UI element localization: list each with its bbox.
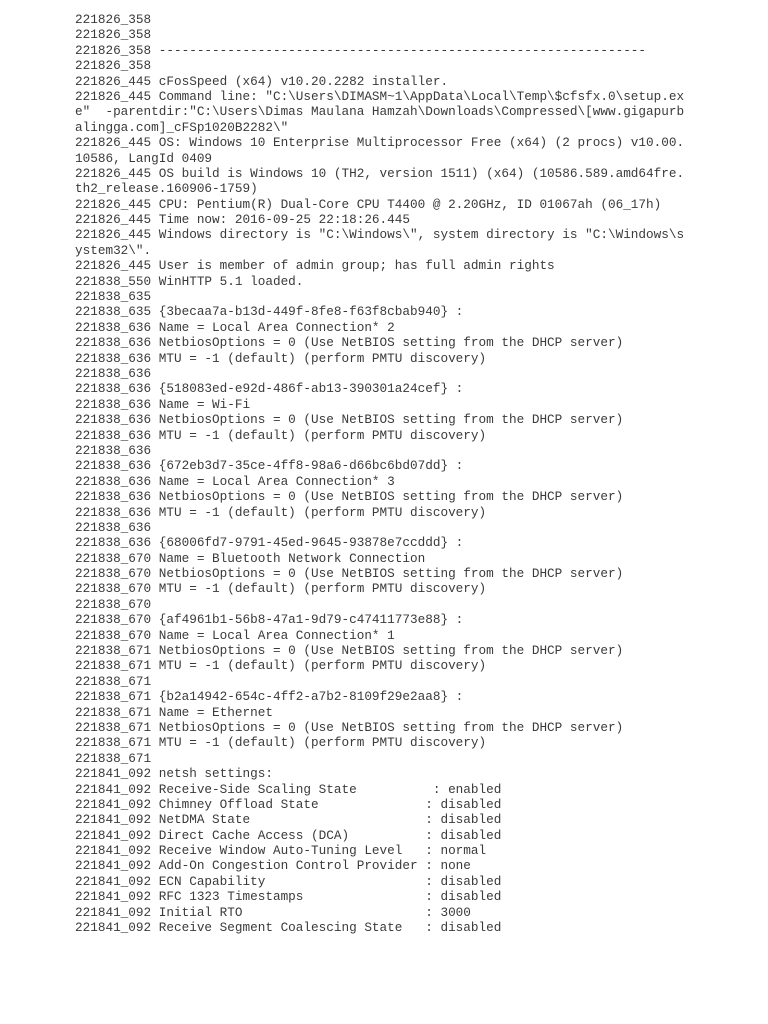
log-line: 221826_445 User is member of admin group; has full admin rights [75, 258, 555, 274]
log-line: 221838_670 Name = Local Area Connection* 1 [75, 627, 395, 643]
log-line: ystem32\". [75, 242, 152, 258]
log-line: 221838_635 {3becaa7a-b13d-449f-8fe8-f63f8cbab940} : [75, 304, 464, 320]
log-line: 221838_636 NetbiosOptions = 0 (Use NetBIOS setting from the DHCP server) [75, 489, 624, 505]
log-line: 221838_670 [75, 596, 152, 612]
log-line: 221826_358 [75, 58, 152, 74]
log-line: 221838_636 [75, 519, 152, 535]
log-line: 221838_550 WinHTTP 5.1 loaded. [75, 273, 304, 289]
log-line: 221841_092 RFC 1323 Timestamps : disabled [75, 889, 502, 905]
log-line: 221841_092 Receive Window Auto-Tuning Level : normal [75, 843, 487, 859]
log-line: alingga.com]_cFSp1020B2282\" [75, 119, 289, 135]
log-line: 221841_092 ECN Capability : disabled [75, 873, 502, 889]
log-line: 221826_445 OS build is Windows 10 (TH2, version 1511) (x64) (10586.589.amd64fre. [75, 165, 685, 181]
log-line: 221826_445 Command line: "C:\Users\DIMASM~1\AppData\Local\Temp\$cfsfx.0\setup.ex [75, 88, 685, 104]
log-line: 221838_671 NetbiosOptions = 0 (Use NetBIOS setting from the DHCP server) [75, 719, 624, 735]
log-line: 221838_636 MTU = -1 (default) (perform PMTU discovery) [75, 504, 487, 520]
log-line: 221826_445 CPU: Pentium(R) Dual-Core CPU T4400 @ 2.20GHz, ID 01067ah (06_17h) [75, 196, 662, 212]
log-line: 221838_635 [75, 289, 152, 305]
log-line: 221838_671 {b2a14942-654c-4ff2-a7b2-8109f29e2aa8} : [75, 689, 464, 705]
log-line: 221826_358 ---------------------------------------------------------------- [75, 42, 647, 58]
log-line: 221838_636 {68006fd7-9791-45ed-9645-93878e7ccddd} : [75, 535, 464, 551]
log-line: 221841_092 Chimney Offload State : disabled [75, 796, 502, 812]
log-line: 221841_092 Initial RTO : 3000 [75, 904, 471, 920]
log-line: 221838_636 Name = Local Area Connection* 3 [75, 473, 395, 489]
log-line: 221838_670 Name = Bluetooth Network Connection [75, 550, 426, 566]
log-line: 10586, LangId 0409 [75, 150, 213, 166]
log-line: 221838_671 NetbiosOptions = 0 (Use NetBIOS setting from the DHCP server) [75, 643, 624, 659]
log-line: 221838_670 MTU = -1 (default) (perform PMTU discovery) [75, 581, 487, 597]
log-line: 221826_445 cFosSpeed (x64) v10.20.2282 installer. [75, 73, 449, 89]
log-line: 221838_671 [75, 673, 152, 689]
log-line: 221826_358 [75, 27, 152, 43]
log-line: 221841_092 NetDMA State : disabled [75, 812, 502, 828]
log-line: 221838_636 {518083ed-e92d-486f-ab13-390301a24cef} : [75, 381, 464, 397]
log-line: 221838_636 NetbiosOptions = 0 (Use NetBIOS setting from the DHCP server) [75, 335, 624, 351]
log-line: 221841_092 Direct Cache Access (DCA) : disabled [75, 827, 502, 843]
log-line: 221838_671 Name = Ethernet [75, 704, 273, 720]
log-line: 221826_445 Windows directory is "C:\Windows\", system directory is "C:\Windows\s [75, 227, 685, 243]
log-line: 221838_671 MTU = -1 (default) (perform PMTU discovery) [75, 735, 487, 751]
log-text-block [75, 12, 755, 935]
log-line: e" -parentdir:"C:\Users\Dimas Maulana Hamzah\Downloads\Compressed\[www.gigapurb [75, 104, 685, 120]
log-line: 221838_671 MTU = -1 (default) (perform PMTU discovery) [75, 658, 487, 674]
log-line: 221826_445 Time now: 2016-09-25 22:18:26.445 [75, 212, 411, 228]
log-line: 221838_670 {af4961b1-56b8-47a1-9d79-c47411773e88} : [75, 612, 464, 628]
log-line: 221838_636 {672eb3d7-35ce-4ff8-98a6-d66bc6bd07dd} : [75, 458, 464, 474]
log-line: 221838_636 NetbiosOptions = 0 (Use NetBIOS setting from the DHCP server) [75, 412, 624, 428]
log-line: 221841_092 netsh settings: [75, 766, 273, 782]
log-line: 221838_636 Name = Local Area Connection* 2 [75, 319, 395, 335]
log-line: 221838_636 MTU = -1 (default) (perform PMTU discovery) [75, 350, 487, 366]
log-line: th2_release.160906-1759) [75, 181, 258, 197]
log-line: 221841_092 Add-On Congestion Control Provider : none [75, 858, 471, 874]
log-line: 221838_636 Name = Wi-Fi [75, 396, 251, 412]
log-line: 221838_636 [75, 442, 152, 458]
log-line: 221838_670 NetbiosOptions = 0 (Use NetBIOS setting from the DHCP server) [75, 566, 624, 582]
log-line: 221826_445 OS: Windows 10 Enterprise Multiprocessor Free (x64) (2 procs) v10.00. [75, 135, 685, 151]
log-line: 221838_636 [75, 365, 152, 381]
log-line: 221838_671 [75, 750, 152, 766]
log-line: 221841_092 Receive Segment Coalescing State : disabled [75, 920, 502, 936]
log-line: 221841_092 Receive-Side Scaling State : enabled [75, 781, 502, 797]
log-line: 221838_636 MTU = -1 (default) (perform PMTU discovery) [75, 427, 487, 443]
log-line: 221826_358 [75, 12, 152, 27]
